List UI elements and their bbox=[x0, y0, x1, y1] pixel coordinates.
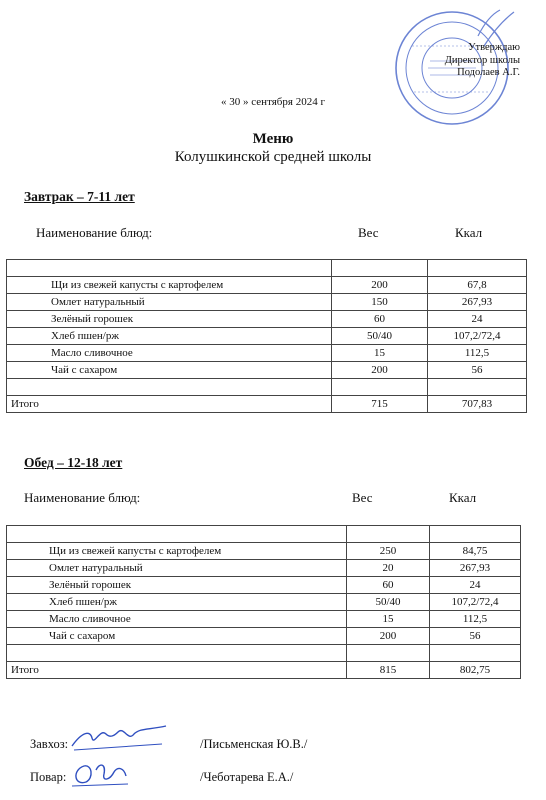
table-row bbox=[7, 362, 527, 379]
dish-kcal: 112,5 bbox=[430, 611, 521, 628]
dish-weight: 60 bbox=[332, 311, 428, 328]
dish-kcal: 84,75 bbox=[430, 543, 521, 560]
dish-weight: 15 bbox=[332, 345, 428, 362]
table-row bbox=[7, 379, 527, 396]
table-row bbox=[7, 628, 521, 645]
storekeeper-name: /Письменская Ю.В./ bbox=[200, 737, 308, 751]
dish-weight: 250 bbox=[347, 543, 430, 560]
table-row bbox=[7, 645, 521, 662]
dish-kcal: 267,93 bbox=[430, 560, 521, 577]
table-row bbox=[7, 611, 521, 628]
dish-kcal: 67,8 bbox=[428, 277, 527, 294]
dish-name: Омлет натуральный bbox=[7, 560, 347, 577]
total-label: Итого bbox=[7, 662, 347, 679]
dish-kcal: 24 bbox=[430, 577, 521, 594]
dish-kcal: 107,2/72,4 bbox=[430, 594, 521, 611]
breakfast-col-weight: Вес bbox=[358, 225, 379, 240]
lunch-heading: Обед – 12-18 лет bbox=[24, 455, 123, 470]
table-row bbox=[7, 662, 521, 679]
dish-name: Зелёный горошек bbox=[7, 311, 332, 328]
total-label: Итого bbox=[7, 396, 332, 413]
cook-label: Повар: bbox=[30, 770, 67, 784]
menu-date: « 30 » сентября 2024 г bbox=[221, 96, 325, 108]
dish-weight: 150 bbox=[332, 294, 428, 311]
dish-kcal: 267,93 bbox=[428, 294, 527, 311]
dish-name: Масло сливочное bbox=[7, 611, 347, 628]
dish-kcal: 56 bbox=[428, 362, 527, 379]
dish-name: Масло сливочное bbox=[7, 345, 332, 362]
dish-weight: 50/40 bbox=[347, 594, 430, 611]
approval-line-3: Подолаев А.Г. bbox=[457, 67, 520, 78]
table-row bbox=[7, 277, 527, 294]
breakfast-heading: Завтрак – 7-11 лет bbox=[24, 189, 135, 204]
dish-name: Зелёный горошек bbox=[7, 577, 347, 594]
table-row bbox=[7, 526, 521, 543]
page-title: Меню bbox=[252, 131, 294, 147]
lunch-table bbox=[6, 525, 521, 679]
page-subtitle: Колушкинской средней школы bbox=[174, 149, 372, 165]
dish-kcal: 24 bbox=[428, 311, 527, 328]
total-kcal: 707,83 bbox=[428, 396, 527, 413]
dish-weight: 20 bbox=[347, 560, 430, 577]
lunch-col-name: Наименование блюд: bbox=[24, 490, 141, 505]
total-weight: 715 bbox=[332, 396, 428, 413]
approval-line-2: Директор школы bbox=[444, 54, 520, 66]
dish-name: Хлеб пшен/рж bbox=[7, 328, 332, 345]
storekeeper-signature bbox=[70, 722, 170, 754]
table-row bbox=[7, 294, 527, 311]
lunch-col-kcal: Ккал bbox=[449, 490, 477, 505]
table-row bbox=[7, 260, 527, 277]
breakfast-col-name: Наименование блюд: bbox=[36, 225, 153, 240]
dish-name: Чай с сахаром bbox=[7, 362, 332, 379]
dish-name: Щи из свежей капусты с картофелем bbox=[7, 543, 347, 560]
cook-name: /Чеботарева Е.А./ bbox=[200, 770, 294, 784]
table-row bbox=[7, 594, 521, 611]
table-row bbox=[7, 345, 527, 362]
dish-kcal: 112,5 bbox=[428, 345, 527, 362]
breakfast-table bbox=[6, 259, 527, 413]
dish-kcal: 56 bbox=[430, 628, 521, 645]
dish-weight: 15 bbox=[347, 611, 430, 628]
total-kcal: 802,75 bbox=[430, 662, 521, 679]
dish-weight: 60 bbox=[347, 577, 430, 594]
table-row bbox=[7, 396, 527, 413]
lunch-col-weight: Вес bbox=[352, 490, 373, 505]
table-row bbox=[7, 577, 521, 594]
dish-weight: 200 bbox=[332, 362, 428, 379]
dish-weight: 200 bbox=[332, 277, 428, 294]
table-row bbox=[7, 543, 521, 560]
dish-name: Щи из свежей капусты с картофелем bbox=[7, 277, 332, 294]
dish-name: Чай с сахаром bbox=[7, 628, 347, 645]
dish-kcal: 107,2/72,4 bbox=[428, 328, 527, 345]
breakfast-col-kcal: Ккал bbox=[455, 225, 483, 240]
dish-name: Хлеб пшен/рж bbox=[7, 594, 347, 611]
approval-block bbox=[445, 42, 520, 80]
table-row bbox=[7, 311, 527, 328]
table-row bbox=[7, 328, 527, 345]
dish-name: Омлет натуральный bbox=[7, 294, 332, 311]
cook-signature bbox=[70, 756, 130, 790]
dish-weight: 200 bbox=[347, 628, 430, 645]
approval-line-1: Утверждаю bbox=[468, 42, 520, 53]
dish-weight: 50/40 bbox=[332, 328, 428, 345]
total-weight: 815 bbox=[347, 662, 430, 679]
table-row bbox=[7, 560, 521, 577]
storekeeper-label: Завхоз: bbox=[30, 737, 69, 751]
